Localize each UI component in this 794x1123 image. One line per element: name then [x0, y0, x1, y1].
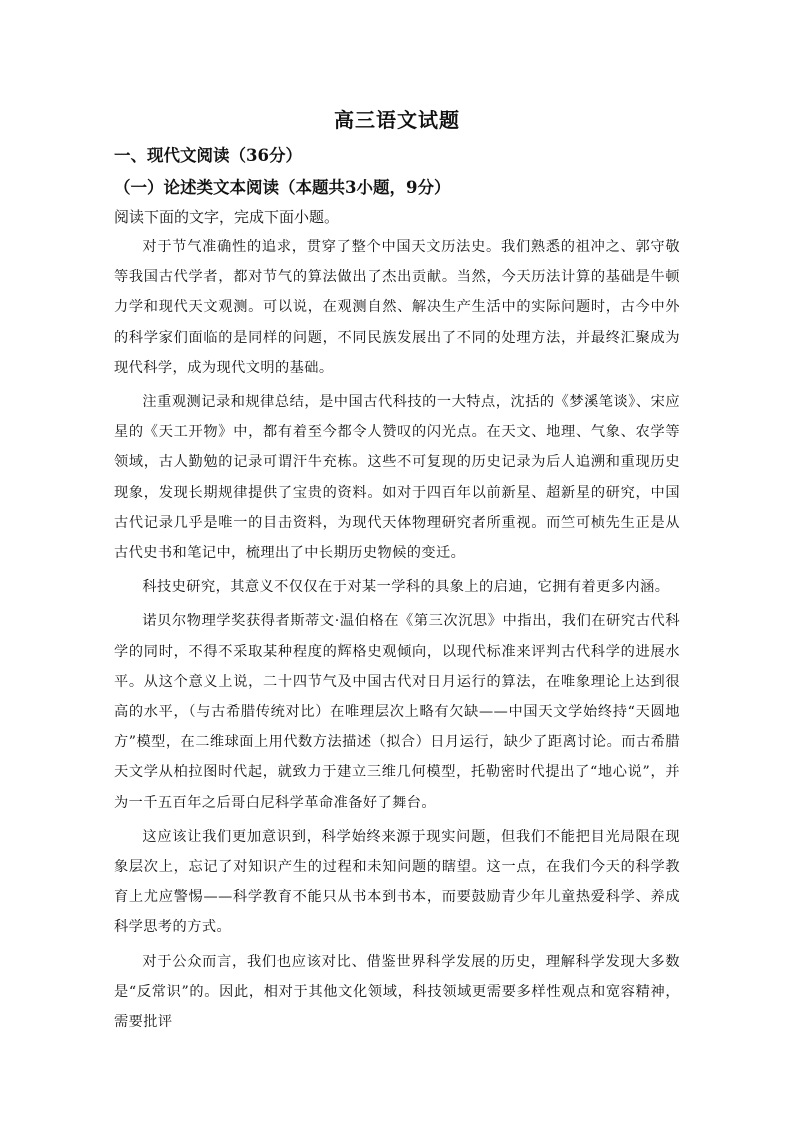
paragraph-6: 对于公众而言，我们也应该对比、借鉴世界科学发展的历史，理解科学发现大多数是“反常识”的。因此，相对于其他文化领域，科技领域更需要多样性观点和宽容精神，需要批评	[114, 953, 680, 1031]
paragraph-2: 注重观测记录和规律总结，是中国古代科技的一大特点，沈括的《梦溪笔谈》、宋应星的《天工开物》中，都有着至今都令人赞叹的闪光点。在天文、地理、气象、农学等领域，古人勤勉的记录可谓汗牛充栋。这些不可复现的历史记录为后人追溯和重现历史现象，发现长期规律提供了宝贵的资料。如对于四百年以前新星、超新星的研究，中国古代记录几乎是唯一的目击资料，为现代天体物理研究者所重视。而竺可桢先生正是从古代史书和笔记中，梳理出了中长期历史物候的变迁。	[114, 394, 680, 562]
paragraph-4: 诺贝尔物理学奖获得者斯蒂文·温伯格在《第三次沉思》中指出，我们在研究古代科学的同时，不得不采取某种程度的辉格史观倾向，以现代标准来评判古代科学的进展水平。从这个意义上说，二十四节气及中国古代对日月运行的算法，在唯象理论上达到很高的水平，（与古希腊传统对比）在唯理层次上略有欠缺——中国天文学始终持“天圆地方”模型，在二维球面上用代数方法描述（拟合）日月运行，缺少了距离讨论。而古希腊天文学从柏拉图时代起，就致力于建立三维几何模型，托勒密时代提出了“地心说”，并为一千五百年之后哥白尼科学革命准备好了舞台。	[114, 613, 680, 811]
paragraph-3: 科技史研究，其意义不仅仅在于对某一学科的具象上的启迪，它拥有着更多内涵。	[142, 579, 670, 596]
page-title: 高三语文试题	[334, 108, 460, 132]
subsection-heading: （一）论述类文本阅读（本题共3小题，9分）	[114, 178, 451, 197]
instruction-text: 阅读下面的文字，完成下面小题。	[114, 208, 340, 226]
section-heading: 一、现代文阅读（36分）	[114, 146, 302, 165]
paragraph-5: 这应该让我们更加意识到，科学始终来源于现实问题，但我们不能把目光局限在现象层次上，忘记了对知识产生的过程和未知问题的瞎望。这一点，在我们今天的科学教育上尤应警惕——科学教育不能只从书本到书本，而要鼓励青少年儿童热爱科学、养成科学思考的方式。	[114, 828, 680, 936]
article-body	[114, 232, 680, 1041]
paragraph-1: 对于节气准确性的追求，贯穿了整个中国天文历法史。我们熟悉的祖冲之、郭守敬等我国古代学者，都对节气的算法做出了杰出贡献。当然，今天历法计算的基础是牛顿力学和现代天文观测。可以说，在观测自然、解决生产生活中的实际问题时，古今中外的科学家们面临的是同样的问题，不同民族发展出了不同的处理方法，并最终汇聚成为现代科学，成为现代文明的基础。	[114, 239, 680, 376]
